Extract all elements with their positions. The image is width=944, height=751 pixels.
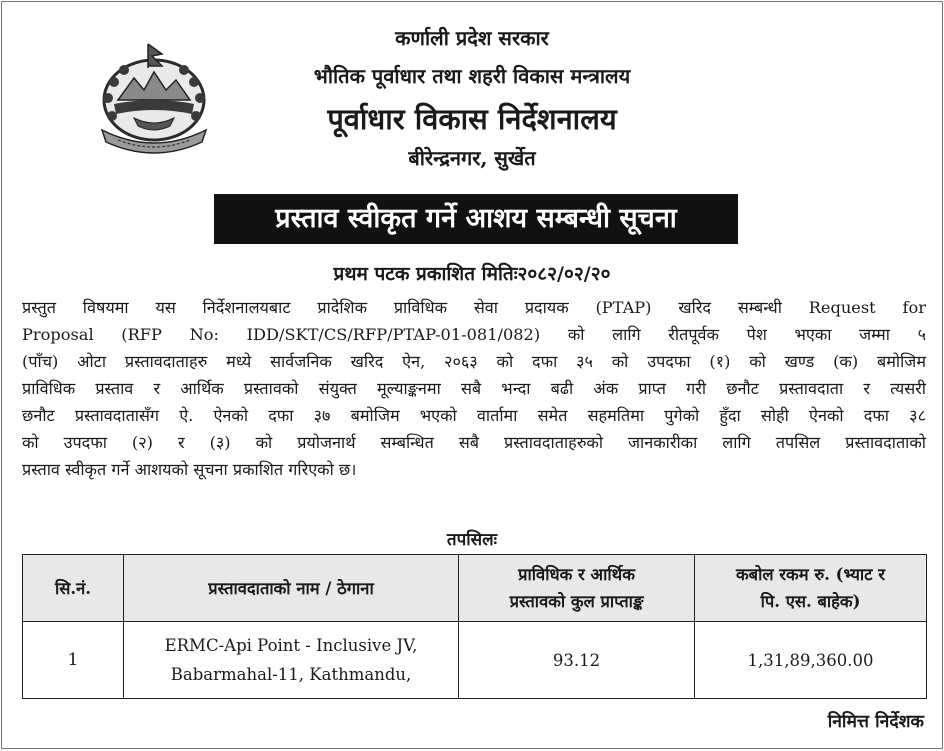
body-line: प्रस्ताव स्वीकृत गर्ने आशयको सूचना प्रकाशित गरिएको छ। — [22, 460, 357, 479]
header-amount-line1: कबोल रकम रु. (भ्याट र — [735, 565, 885, 584]
notice-page — [1, 1, 943, 749]
header-score-line1: प्राविधिक र आर्थिक — [518, 565, 635, 584]
body-line: Proposal (RFP No: IDD/SKT/CS/RFP/PTAP-01-081/082) को लागि रीतपूर्वक पेश भएका जम्मा ५ — [22, 325, 926, 344]
government-emblem-icon — [88, 38, 220, 156]
body-line: छनौट प्रस्तावदातासँग ऐ. ऐनको दफा ३७ बमोजिम भएको वार्तामा समेत सहमतिमा पुगेको हुँदा सोही ऐनको दफा ३८ — [22, 406, 926, 425]
publish-date: प्रथम पटक प्रकाशित मितिः२०८२/०२/२० — [333, 263, 611, 285]
table-header-row — [23, 555, 927, 622]
notice-title: प्रस्ताव स्वीकृत गर्ने आशय सम्बन्धी सूचना — [214, 194, 738, 244]
header-total-score — [459, 555, 695, 622]
details-heading: तपसिलः — [446, 530, 498, 550]
header-score-line2: प्रस्तावको कुल प्राप्ताङ्क — [509, 592, 644, 611]
body-line: प्राविधिक प्रस्ताव र आर्थिक प्रस्तावको संयुक्त मूल्याङ्कनमा सबै भन्दा बढी अंक प्राप्त गरी छनौट प्रस्तावदाता र त्यसरी — [22, 379, 926, 398]
body-line: (पाँच) ओटा प्रस्तावदाताहरु मध्ये सार्वजनिक खरिद ऐन, २०६३ को दफा ३५ को उपदफा (१) को खण्ड (क) बमोजिम — [22, 352, 926, 371]
header-amount-line2: पि. एस. बाहेक) — [760, 592, 861, 611]
cell-bidder-name-address — [124, 622, 459, 699]
office-location: बीरेन्द्रनगर, सुर्खेत — [408, 146, 536, 170]
bidder-address: Babarmahal-11, Kathmandu, — [170, 665, 412, 684]
body-line: प्रस्तुत विषयमा यस निर्देशनालयबाट प्रादेशिक प्राविधिक सेवा प्रदायक (PTAP) खरिद सम्बन्धी Request for — [22, 298, 926, 317]
header-serial-number: सि.नं. — [23, 555, 124, 622]
directorate-name: पूर्वाधार विकास निर्देशनालय — [327, 102, 617, 136]
bidder-table — [22, 554, 927, 699]
bidder-name: ERMC-Api Point - Inclusive JV, — [164, 636, 418, 655]
cell-quoted-amount: 1,31,89,360.00 — [695, 622, 927, 699]
cell-serial-number: 1 — [23, 622, 124, 699]
header-quoted-amount — [695, 555, 927, 622]
province-government-name: कर्णाली प्रदेश सरकार — [395, 26, 549, 50]
ministry-name: भौतिक पूर्वाधार तथा शहरी विकास मन्त्रालय — [313, 64, 631, 88]
notice-body — [22, 294, 926, 483]
header-bidder-name-address: प्रस्तावदाताको नाम / ठेगाना — [124, 555, 459, 622]
body-line: को उपदफा (२) र (३) को प्रयोजनार्थ सम्बन्धित सबै प्रस्तावदाताहरुको जानकारीका लागि तपसिल प्रस्तावदाताको — [22, 433, 926, 452]
signature-designation: निमित्त निर्देशक — [827, 712, 924, 732]
cell-total-score: 93.12 — [459, 622, 695, 699]
table-row — [23, 622, 927, 699]
